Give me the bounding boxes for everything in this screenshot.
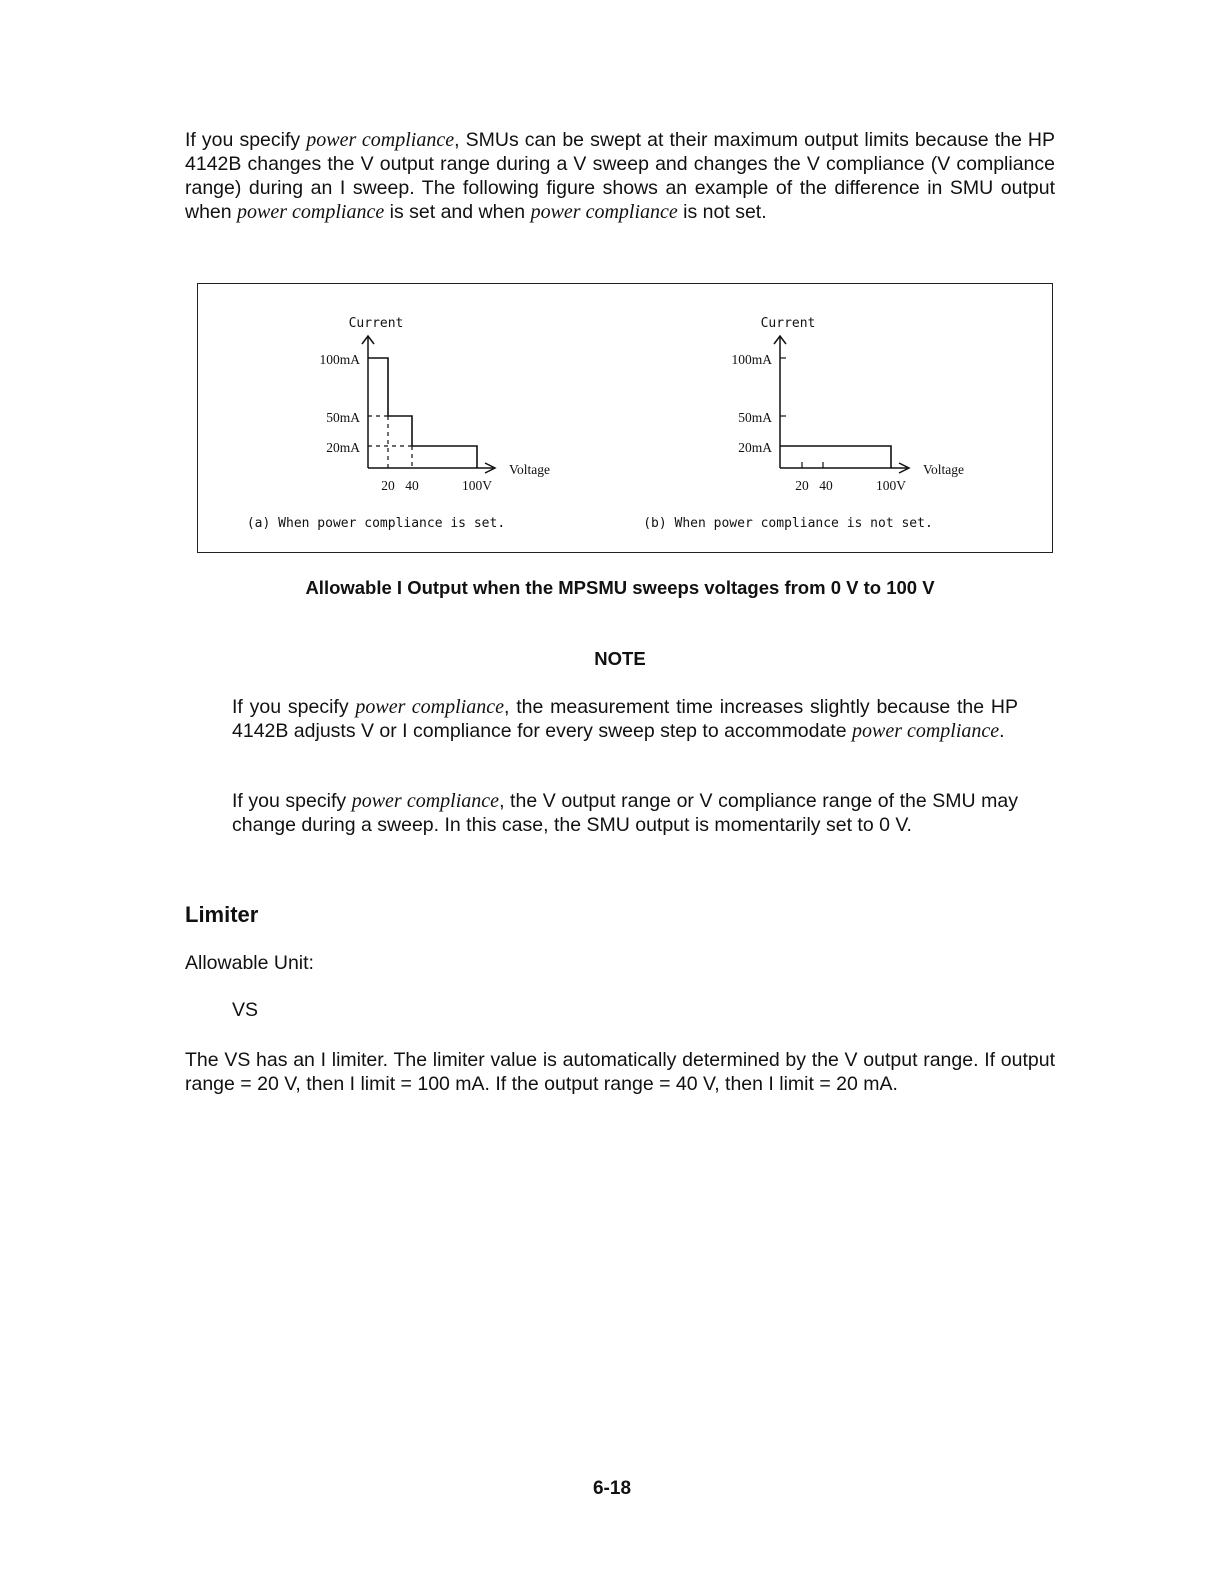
panel-b-y-tick: 100mA: [731, 352, 772, 367]
panel-a-x-axis-label: Voltage: [509, 462, 550, 477]
panel-a-y-tick: 100mA: [319, 352, 360, 367]
note-emphasis: power compliance: [851, 720, 1000, 742]
allowable-unit-label: Allowable Unit:: [185, 952, 314, 974]
intro-emphasis: power compliance: [306, 129, 455, 151]
intro-paragraph: [185, 128, 1055, 224]
panel-a-y-axis-label: Current: [348, 316, 404, 331]
panel-a-caption: (a) When power compliance is set.: [246, 516, 506, 531]
figure-svg: [198, 284, 1054, 554]
intro-text: is not set.: [677, 201, 767, 223]
note-text: .: [999, 720, 1005, 742]
page-number: 6-18: [592, 1478, 632, 1499]
panel-b-x-tick: 20: [795, 478, 809, 493]
panel-b-y-axis-label: Current: [760, 316, 816, 331]
section-heading-limiter: Limiter: [185, 902, 259, 927]
note-paragraph-1: [232, 695, 1018, 743]
note-text: If you specify: [232, 790, 352, 812]
panel-a-curve: [368, 358, 477, 468]
figure-box: [197, 283, 1053, 553]
intro-emphasis: power compliance: [530, 201, 678, 223]
panel-a: [247, 316, 550, 531]
note-text: If you specify: [232, 696, 356, 718]
note-emphasis: power compliance: [351, 790, 500, 812]
panel-b-x-tick: 100V: [876, 478, 906, 493]
note-text: , the V output range or V compliance range of the SMU may change during a sweep. In this case, the SMU output is momentarily set to 0 V.: [232, 790, 1019, 836]
allowable-unit-value: VS: [232, 999, 259, 1021]
limiter-paragraph: The VS has an I limiter. The limiter value is automatically determined by the V output range. If output range = 20 V, then I limit = 100 mA. If the output range = 40 V, then I limit = 20 mA.: [185, 1049, 1055, 1095]
figure-caption: Allowable I Output when the MPSMU sweeps voltages from 0 V to 100 V: [305, 577, 935, 598]
panel-a-x-tick: 20: [381, 478, 395, 493]
panel-b: [643, 316, 964, 531]
intro-emphasis: power compliance: [237, 201, 385, 223]
intro-text: is set and when: [384, 201, 531, 223]
panel-a-y-tick: 50mA: [326, 410, 360, 425]
panel-b-curve: [780, 446, 891, 468]
panel-b-y-tick: 20mA: [738, 440, 772, 455]
note-paragraph-2: [232, 789, 1018, 837]
panel-a-y-tick: 20mA: [326, 440, 360, 455]
panel-b-y-tick: 50mA: [738, 410, 772, 425]
intro-text: , SMUs can be swept at their maximum output limits because the HP 4142B changes the V output range during a V sweep and changes the V compliance (V compliance range) during an I sweep. The following figure shows an example of the difference in SMU output when: [185, 129, 1056, 223]
panel-b-caption: (b) When power compliance is not set.: [643, 516, 933, 531]
panel-a-x-tick: 100V: [462, 478, 492, 493]
note-heading: NOTE: [594, 648, 646, 669]
intro-text: If you specify: [185, 129, 307, 151]
panel-a-x-tick: 40: [405, 478, 419, 493]
note-text: , the measurement time increases slightly because the HP 4142B adjusts V or I compliance for every sweep step to accommodate: [232, 696, 1018, 742]
panel-b-x-axis-label: Voltage: [923, 462, 964, 477]
panel-b-x-tick: 40: [819, 478, 833, 493]
note-emphasis: power compliance: [355, 696, 504, 718]
